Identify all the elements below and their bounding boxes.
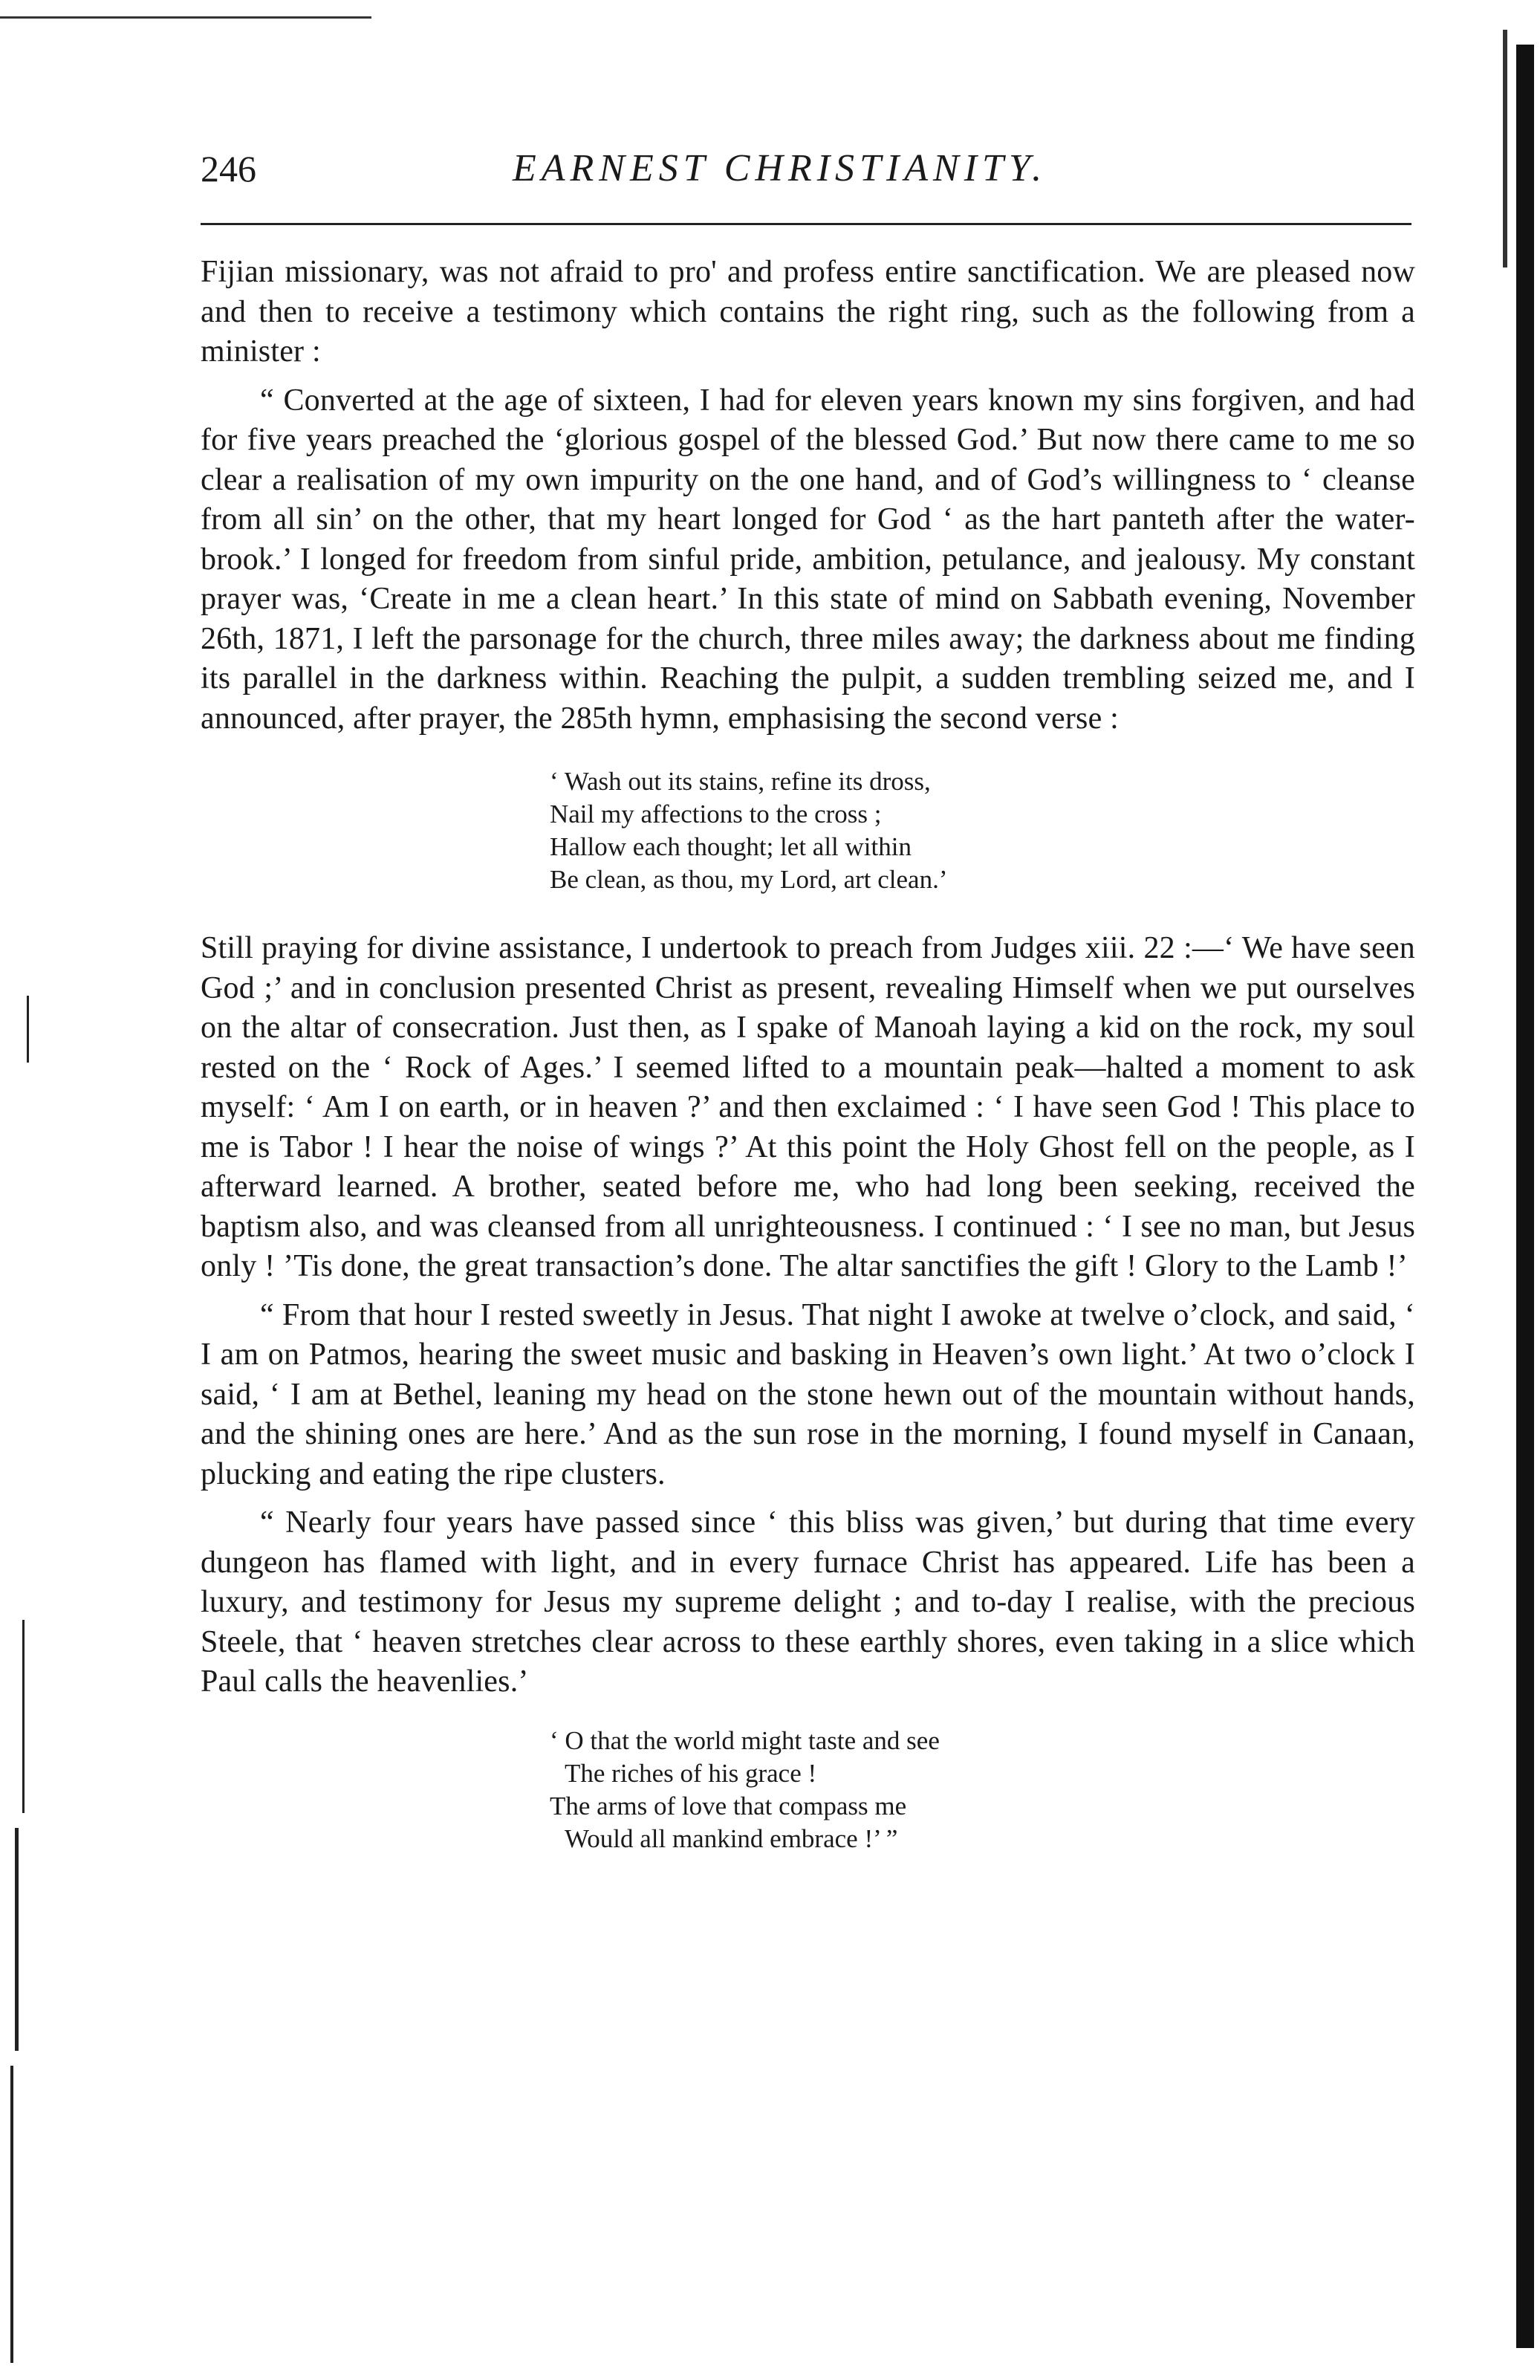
top-edge-rule <box>0 16 371 19</box>
paragraph-intro: Fijian missionary, was not afraid to pro' and profess entire sanctification. We are pleased now and then to receive a testimony which contains the right ring, such as the following from a minister : <box>201 255 1415 369</box>
left-page-edge <box>0 0 52 2380</box>
paragraph-sermon: Still praying for divine assistance, I undertook to preach from Judges xiii. 22 :—‘ We have seen God ;’ and in conclusion presented Christ as present, revealing Himself when we put ourselves on the altar of consecration. Just then, as I spake of Manoah laying a kid on the rock, my soul rested on the ‘ Rock of Ages.’ I seemed lifted to a mountain peak—halted a moment to ask myself: ‘ Am I on earth, or in heaven ?’ and then exclaimed : ‘ I have seen God ! This place to me is Tabor ! I hear the noise of wings ?’ At this point the Holy Ghost fell on the people, as I afterward learned. A brother, seated before me, who had long been seeking, received the baptism also, and was cleansed from all unrighteousness. I continued : ‘ I see no man, but Jesus only ! ’Tis done, the great transaction’s done. The altar sanctifies the gift ! Glory to the Lamb !’ <box>201 931 1415 1283</box>
verse-line: ‘ O that the world might taste and see <box>550 1725 940 1755</box>
page-body <box>201 253 1415 1888</box>
verse-line: Be clean, as thou, my Lord, art clean.’ <box>550 865 948 894</box>
page-number: 246 <box>201 148 256 189</box>
verse-line: Would all mankind embrace !’ ” <box>565 1823 898 1853</box>
verse-line: The riches of his grace ! <box>565 1758 817 1788</box>
hymn-verse-one <box>550 765 1415 896</box>
running-title: EARNEST CHRISTIANITY. <box>513 147 1047 189</box>
edge-mark <box>27 996 29 1063</box>
hymn-verse-two <box>550 1725 1415 1855</box>
paragraph-four-years: “ Nearly four years have passed since ‘ this bliss was given,’ but during that time every dungeon has flamed with light, and in every furnace Christ has appeared. Life has been a luxury, and testimony for Jesus my supreme delight ; and to-day I realise, with the precious Steele, that ‘ heaven stretches clear across to these earthly shores, even taking in a slice which Paul calls the heavenlies.’ <box>201 1505 1415 1699</box>
paragraph-patmos: “ From that hour I rested sweetly in Jesus. That night I awoke at twelve o’clock, and said, ‘ I am on Patmos, hearing the sweet music and basking in Heaven’s own light.’ At two o’clock I said, ‘ I am at Bethel, leaning my head on the stone hewn out of the mountain without hands, and the shining ones are here.’ And as the sun rose in the morning, I found myself in Canaan, plucking and eating the ripe clusters. <box>201 1297 1415 1491</box>
verse-line: The arms of love that compass me <box>550 1791 907 1820</box>
right-page-edge <box>1458 0 1540 2380</box>
edge-shadow <box>1503 30 1507 267</box>
paragraph-testimony-start: “ Converted at the age of sixteen, I had for eleven years known my sins forgiven, and had for five years preached the ‘glorious gospel of the blessed God.’ But now there came to me so clear a realisation of my own impurity on the one hand, and of God’s willingness to ‘ cleanse from all sin’ on the other, that my heart longed for God ‘ as the hart panteth after the water-brook.’ I longed for freedom from sinful pride, ambition, petulance, and jealousy. My constant prayer was, ‘Create in me a clean heart.’ In this state of mind on Sabbath evening, November 26th, 1871, I left the parsonage for the church, three miles away; the darkness about me finding its parallel in the darkness within. Reaching the pulpit, a sudden trembling seized me, and I announced, after prayer, the 285th hymn, emphasising the second verse : <box>201 383 1415 736</box>
edge-binding-shadow <box>1516 45 1534 2348</box>
edge-mark <box>15 1828 19 2051</box>
edge-mark <box>22 1620 25 1813</box>
edge-mark <box>10 2066 13 2363</box>
header-rule <box>201 223 1411 225</box>
verse-line: Nail my affections to the cross ; <box>550 800 882 829</box>
verse-line: Hallow each thought; let all within <box>550 832 912 861</box>
verse-line: ‘ Wash out its stains, refine its dross, <box>550 767 931 796</box>
page-header <box>201 145 1411 204</box>
